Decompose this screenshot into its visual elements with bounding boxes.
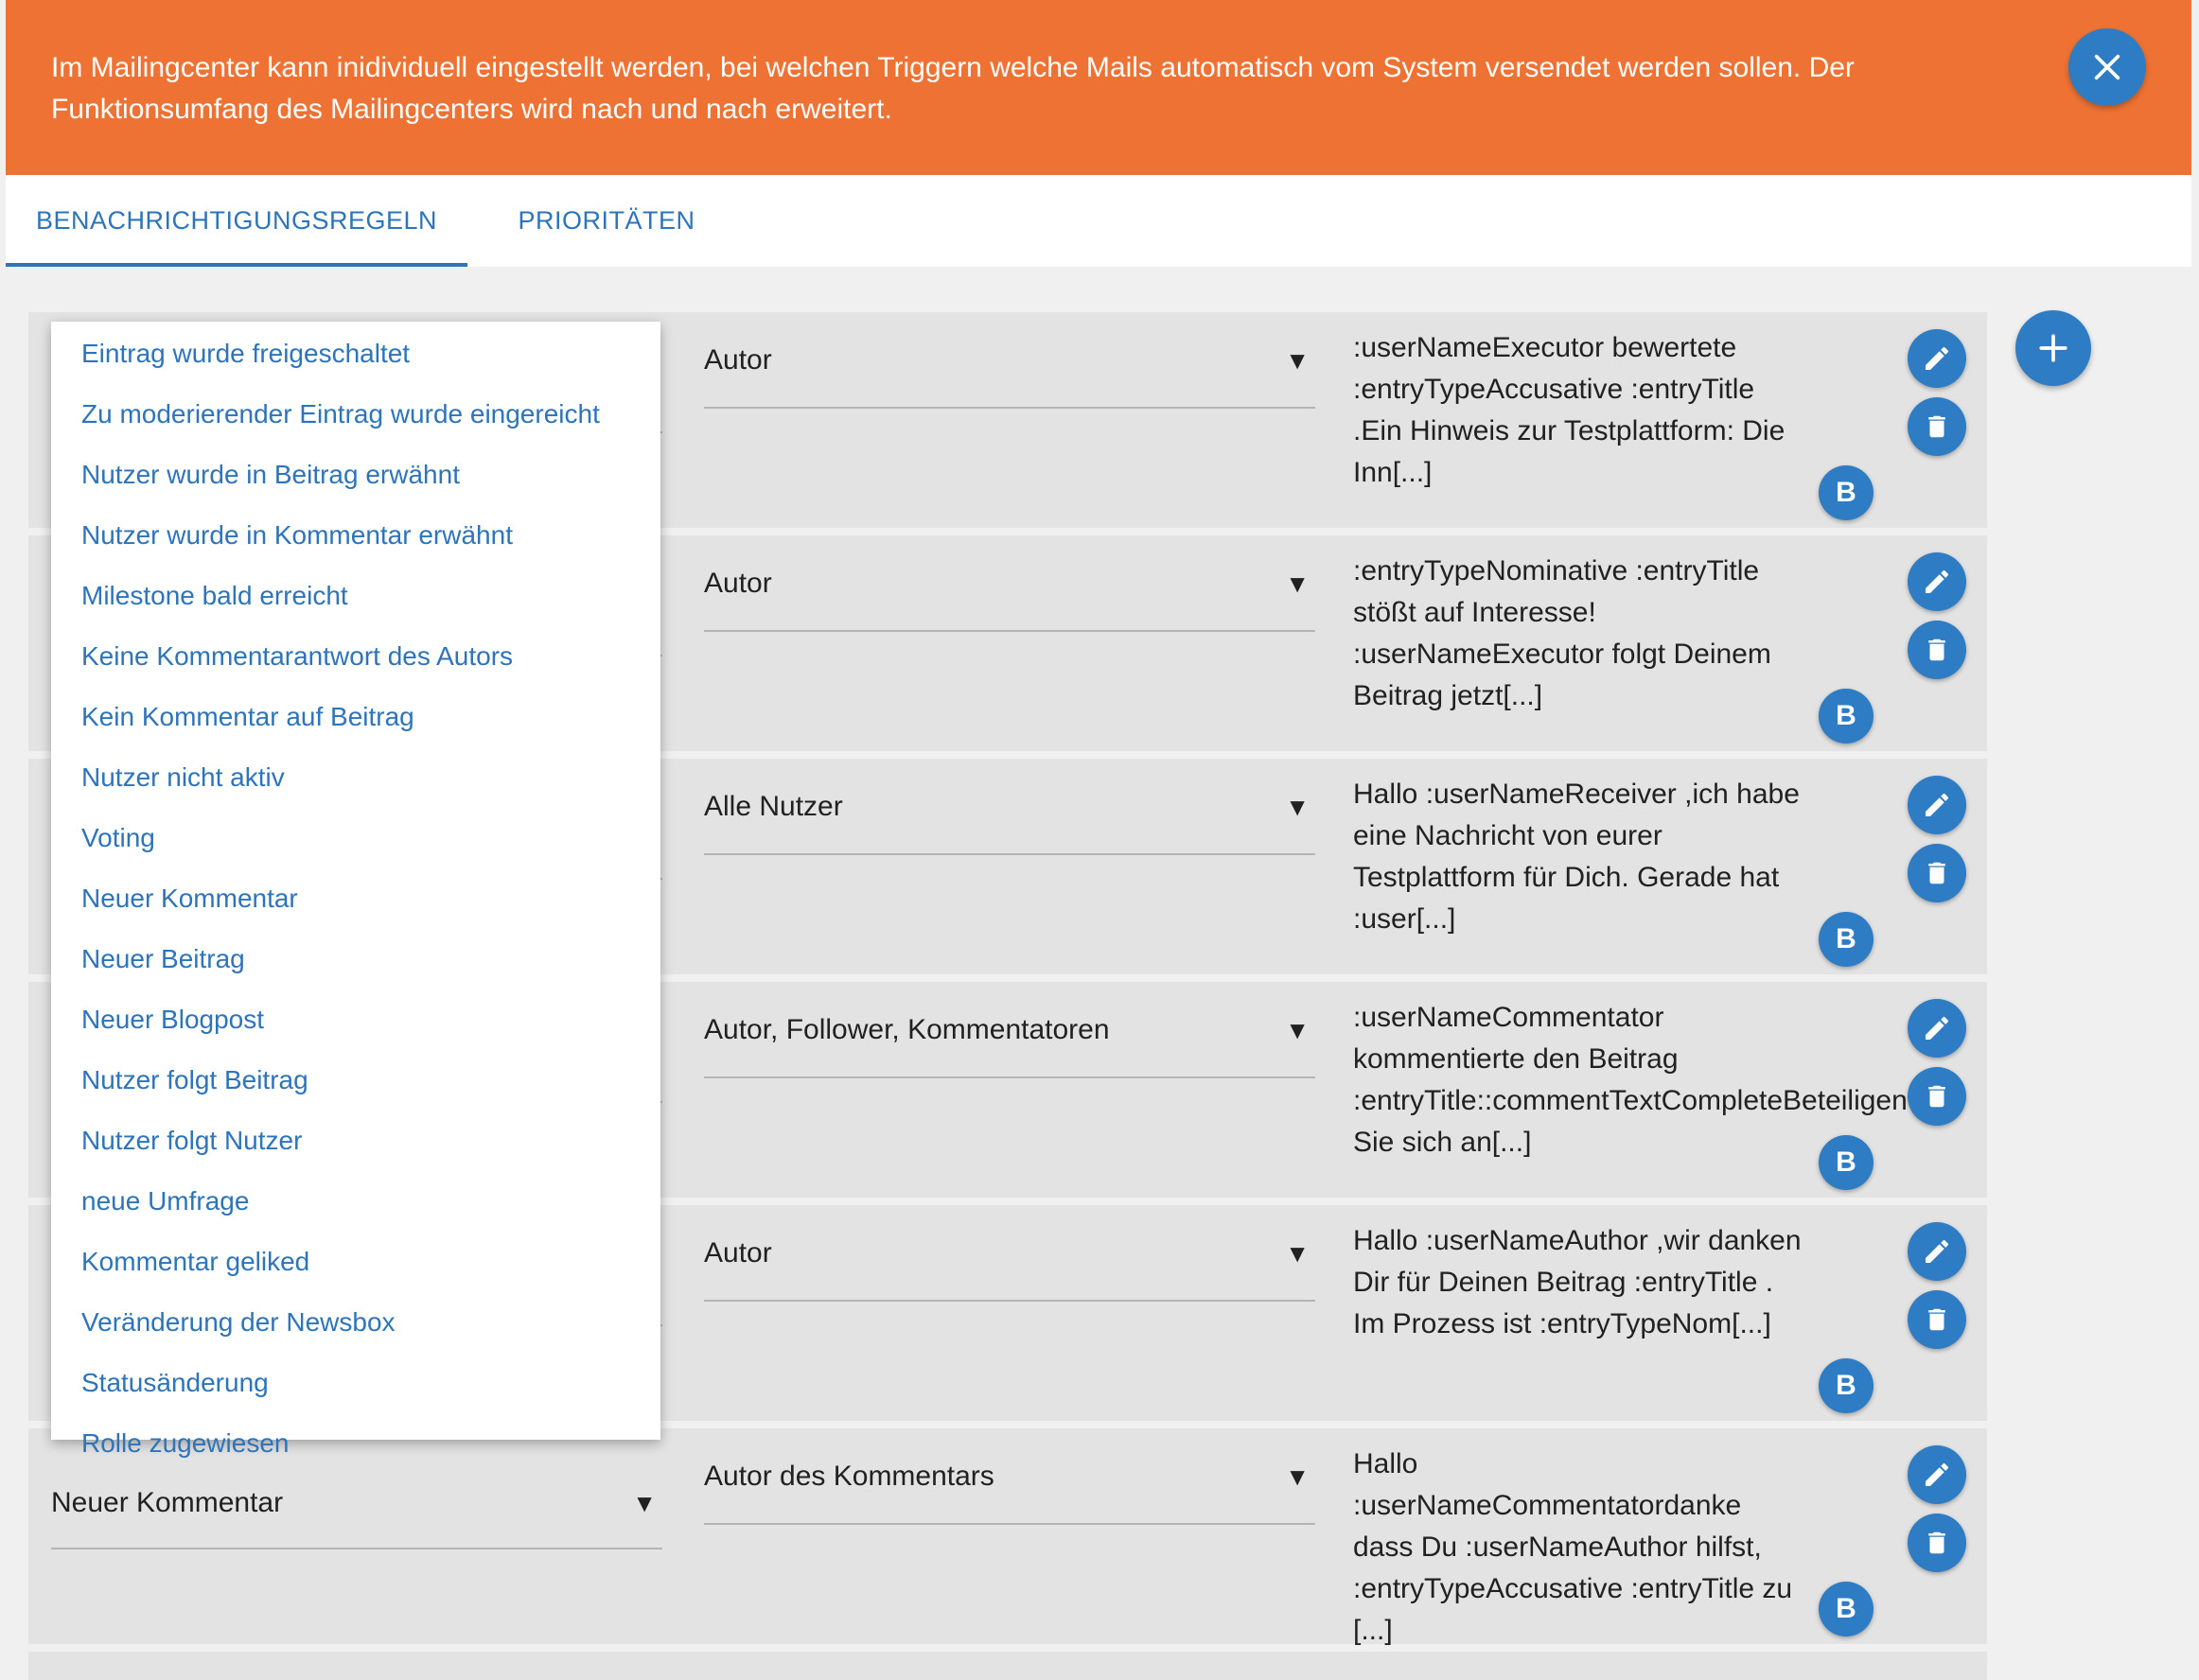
mail-template-preview xyxy=(1353,1220,1807,1345)
b-button[interactable]: B xyxy=(1819,1358,1874,1413)
tab-bar xyxy=(6,175,2191,267)
edit-rule-button[interactable] xyxy=(1908,776,1966,834)
b-button[interactable]: B xyxy=(1819,912,1874,967)
dropdown-arrow-icon: ▼ xyxy=(1285,1016,1310,1044)
edit-rule-button[interactable] xyxy=(1908,1445,1966,1504)
pencil-icon xyxy=(1922,567,1952,597)
dropdown-arrow-icon: ▼ xyxy=(1285,793,1310,821)
recipient-select[interactable] xyxy=(704,535,1315,632)
trash-icon xyxy=(1923,636,1951,664)
rule-row xyxy=(28,1428,1987,1644)
trigger-select-value: Neuer Kommentar xyxy=(51,1487,284,1518)
template-line: Hallo :userNameReceiver ,ich habe xyxy=(1353,779,1800,810)
recipient-select-value: Alle Nutzer xyxy=(704,791,843,822)
recipient-select-value: Autor, Follower, Kommentatoren xyxy=(704,1014,1110,1045)
pencil-icon xyxy=(1922,1013,1952,1043)
delete-rule-button[interactable] xyxy=(1908,844,1966,902)
tab-benachrichtigungsregeln[interactable]: BENACHRICHTIGUNGSREGELN xyxy=(6,175,467,267)
dropdown-option[interactable]: Kein Kommentar auf Beitrag xyxy=(81,702,414,731)
dropdown-option[interactable]: neue Umfrage xyxy=(81,1186,250,1216)
banner-close-button[interactable] xyxy=(2068,28,2146,106)
template-line: :entryTypeAccusative :entryTitle zu xyxy=(1353,1573,1793,1604)
template-line: Inn[...] xyxy=(1353,457,1433,488)
recipient-select-value: Autor xyxy=(704,344,772,376)
template-line: kommentierte den Beitrag xyxy=(1353,1043,1679,1075)
edit-rule-button[interactable] xyxy=(1908,999,1966,1058)
dropdown-option[interactable]: Nutzer wurde in Kommentar erwähnt xyxy=(81,520,513,550)
info-banner xyxy=(6,0,2191,175)
trigger-select[interactable] xyxy=(51,1455,662,1549)
rule-row xyxy=(28,1652,1987,1680)
dropdown-arrow-icon: ▼ xyxy=(1285,569,1310,598)
dropdown-option[interactable]: Neuer Beitrag xyxy=(81,944,245,973)
mail-template-preview xyxy=(1353,551,1807,717)
tab-prioritaeten[interactable]: PRIORITÄTEN xyxy=(518,206,695,235)
recipient-select[interactable] xyxy=(704,312,1315,409)
recipient-select-value: Autor xyxy=(704,1237,772,1269)
template-line: .Ein Hinweis zur Testplattform: Die xyxy=(1353,415,1786,446)
mail-template-preview xyxy=(1353,1444,1807,1652)
b-button[interactable]: B xyxy=(1819,1582,1874,1636)
dropdown-option[interactable]: Nutzer nicht aktiv xyxy=(81,762,285,792)
recipient-select[interactable] xyxy=(704,1428,1315,1525)
recipient-select-value: Autor des Kommentars xyxy=(704,1461,994,1492)
b-button[interactable]: B xyxy=(1819,689,1874,744)
trigger-dropdown-menu xyxy=(51,322,660,1458)
close-icon xyxy=(2091,51,2123,83)
recipient-select[interactable] xyxy=(704,759,1315,855)
template-line: Beitrag jetzt[...] xyxy=(1353,680,1543,711)
plus-icon xyxy=(2037,332,2069,364)
template-line: Im Prozess ist :entryTypeNom[...] xyxy=(1353,1308,1771,1339)
template-line: :userNameExecutor bewertete xyxy=(1353,332,1737,363)
template-line: Dir für Deinen Beitrag :entryTitle . xyxy=(1353,1267,1774,1298)
template-line: :user[...] xyxy=(1353,903,1456,935)
dropdown-arrow-icon: ▼ xyxy=(632,1489,657,1517)
template-line: [...] xyxy=(1353,1615,1393,1646)
dropdown-arrow-icon: ▼ xyxy=(1285,1239,1310,1268)
edit-rule-button[interactable] xyxy=(1908,1222,1966,1281)
delete-rule-button[interactable] xyxy=(1908,1514,1966,1572)
mail-template-preview xyxy=(1353,774,1807,940)
trash-icon xyxy=(1923,1305,1951,1334)
dropdown-option[interactable]: Milestone bald erreicht xyxy=(81,581,348,610)
pencil-icon xyxy=(1922,790,1952,820)
template-line: stößt auf Interesse! xyxy=(1353,597,1596,628)
delete-rule-button[interactable] xyxy=(1908,397,1966,456)
delete-rule-button[interactable] xyxy=(1908,1067,1966,1126)
delete-rule-button[interactable] xyxy=(1908,1290,1966,1349)
edit-rule-button[interactable] xyxy=(1908,329,1966,388)
delete-rule-button[interactable] xyxy=(1908,621,1966,679)
b-button[interactable]: B xyxy=(1819,1135,1874,1190)
banner-text-line2: Funktionsumfang des Mailingcenters wird nach und nach erweitert. xyxy=(51,94,892,125)
add-rule-button[interactable] xyxy=(2015,310,2091,386)
template-line: eine Nachricht von eurer xyxy=(1353,820,1662,851)
template-line: dass Du :userNameAuthor hilfst, xyxy=(1353,1531,1762,1563)
template-line: :userNameExecutor folgt Deinem xyxy=(1353,639,1771,670)
recipient-select[interactable] xyxy=(704,1205,1315,1302)
template-line: Sie sich an[...] xyxy=(1353,1127,1532,1158)
template-line: :entryTypeNominative :entryTitle xyxy=(1353,555,1760,586)
recipient-select-value: Autor xyxy=(704,568,772,599)
pencil-icon xyxy=(1922,1236,1952,1267)
dropdown-arrow-icon: ▼ xyxy=(1285,1462,1310,1491)
dropdown-option[interactable]: Neuer Kommentar xyxy=(81,884,298,913)
template-line: Testplattform für Dich. Gerade hat xyxy=(1353,862,1780,893)
dropdown-option[interactable]: Eintrag wurde freigeschaltet xyxy=(81,339,411,368)
dropdown-option[interactable]: Rolle zugewiesen xyxy=(81,1428,290,1458)
dropdown-option[interactable]: Statusänderung xyxy=(81,1368,269,1397)
trash-icon xyxy=(1923,1529,1951,1557)
dropdown-option[interactable]: Neuer Blogpost xyxy=(81,1005,265,1034)
dropdown-option[interactable]: Nutzer folgt Beitrag xyxy=(81,1065,308,1094)
trash-icon xyxy=(1923,859,1951,887)
template-line: Hallo :userNameAuthor ,wir danken xyxy=(1353,1225,1802,1256)
template-line: :userNameCommentatordanke xyxy=(1353,1490,1742,1521)
trash-icon xyxy=(1923,1082,1951,1111)
template-line: :userNameCommentator xyxy=(1353,1002,1664,1033)
template-line: Hallo xyxy=(1353,1448,1418,1479)
banner-text-line1: Im Mailingcenter kann inidividuell eingestellt werden, bei welchen Triggern welche Mails automatisch vom System versendet werden sollen. Der xyxy=(51,52,1855,83)
dropdown-option[interactable]: Kommentar geliked xyxy=(81,1247,310,1276)
pencil-icon xyxy=(1922,343,1952,374)
trash-icon xyxy=(1923,412,1951,441)
mail-template-preview xyxy=(1353,997,1908,1164)
dropdown-option[interactable]: Veränderung der Newsbox xyxy=(81,1307,396,1337)
dropdown-option[interactable]: Keine Kommentarantwort des Autors xyxy=(81,641,514,671)
dropdown-arrow-icon: ▼ xyxy=(1285,346,1310,375)
recipient-select[interactable] xyxy=(704,982,1315,1078)
template-line: :entryTitle::commentTextCompleteBeteiligen xyxy=(1353,1085,1908,1116)
mail-template-preview xyxy=(1353,327,1807,494)
b-button[interactable]: B xyxy=(1819,465,1874,520)
template-line: :entryTypeAccusative :entryTitle xyxy=(1353,374,1755,405)
dropdown-option[interactable]: Voting xyxy=(81,823,155,852)
pencil-icon xyxy=(1922,1460,1952,1490)
dropdown-option[interactable]: Nutzer folgt Nutzer xyxy=(81,1126,303,1155)
edit-rule-button[interactable] xyxy=(1908,552,1966,611)
dropdown-option[interactable]: Zu moderierender Eintrag wurde eingereicht xyxy=(81,399,600,429)
dropdown-option[interactable]: Nutzer wurde in Beitrag erwähnt xyxy=(81,460,460,489)
